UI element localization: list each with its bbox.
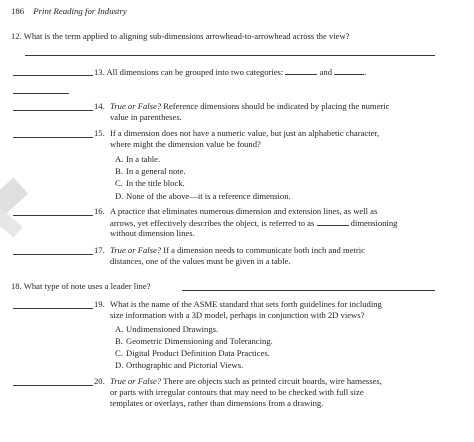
question-15-line2: where might the dimension value be found?	[110, 139, 261, 149]
inline-blank[interactable]	[285, 66, 317, 75]
question-19-line1: What is the name of the ASME standard that sets forth guidelines for including	[110, 299, 382, 309]
inline-blank[interactable]	[334, 66, 364, 75]
option-d[interactable]: D. Orthographic and Pictorial Views.	[115, 360, 244, 370]
answer-blank-19[interactable]	[13, 308, 93, 309]
question-number: 18.	[11, 281, 22, 291]
question-13: 13. All dimensions can be grouped into two categories: and .	[94, 67, 367, 77]
question-14-number: 14.	[94, 101, 105, 111]
question-18	[11, 281, 150, 291]
question-17-line2: distances, one of the values must be given in a table.	[110, 256, 291, 266]
question-20-line2: or parts with irregular contours that may need to be checked with full size	[110, 387, 364, 397]
question-15-line1: If a dimension does not have a numeric value, but just an alphabetic character,	[110, 128, 380, 138]
question-17-line1: True or False? If a dimension needs to communicate both inch and metric	[110, 245, 365, 255]
question-text: What is the term applied to aligning sub-dimensions arrowhead-to-arrowhead across the view?	[23, 31, 350, 41]
answer-blank-17[interactable]	[13, 254, 93, 255]
answer-blank-15[interactable]	[13, 137, 93, 138]
answer-blank-16[interactable]	[13, 215, 93, 216]
option-b[interactable]: B. In a general note.	[115, 166, 186, 176]
question-number: 13.	[94, 67, 105, 77]
question-14: True or False? Reference dimensions should be indicated by placing the numeric	[110, 101, 390, 111]
question-number: 12.	[11, 31, 22, 41]
question-17-number: 17.	[94, 245, 105, 255]
page-number: 186	[11, 6, 25, 16]
answer-blank-13[interactable]	[13, 75, 93, 76]
question-16-line2: arrows, yet effectively describes the object, is referred to as dimensioning	[110, 218, 398, 228]
option-a[interactable]: A. Undimensioned Drawings.	[115, 324, 219, 334]
answer-line-18[interactable]	[182, 290, 435, 291]
option-d[interactable]: D. None of the above—it is a reference dimension.	[115, 191, 291, 201]
option-c[interactable]: C. In the title block.	[115, 178, 185, 188]
question-text: What type of note uses a leader line?	[23, 281, 151, 291]
question-14-line2: value in parentheses.	[110, 112, 182, 122]
answer-blank-14[interactable]	[13, 110, 93, 111]
inline-blank[interactable]	[317, 217, 349, 226]
question-20-number: 20.	[94, 376, 105, 386]
question-16-line1: A practice that eliminates numerous dimension and extension lines, as well as	[110, 206, 378, 216]
question-16-number: 16.	[94, 206, 105, 216]
running-header	[11, 6, 127, 16]
option-a[interactable]: A. In a table.	[115, 154, 161, 164]
question-16-line3: without dimension lines.	[110, 228, 195, 238]
answer-line-12[interactable]	[25, 55, 435, 56]
question-20-line1: True or False? There are objects such as printed circuit boards, wire harnesses,	[110, 376, 382, 386]
option-b[interactable]: B. Geometric Dimensioning and Tolerancing.	[115, 336, 273, 346]
question-20-line3: templates or overlays, rather than dimensions from a drawing.	[110, 398, 324, 408]
question-15-number: 15.	[94, 128, 105, 138]
answer-blank-13b[interactable]	[13, 93, 69, 94]
question-19-line2: size information with a 3D model, perhaps in conjunction with 2D views?	[110, 310, 365, 320]
watermark-fragment-2	[0, 206, 23, 237]
question-12	[11, 31, 350, 41]
answer-blank-20[interactable]	[13, 385, 93, 386]
option-c[interactable]: C. Digital Product Definition Data Practices.	[115, 348, 270, 358]
question-19-number: 19.	[94, 299, 105, 309]
book-title: Print Reading for Industry	[33, 6, 127, 16]
